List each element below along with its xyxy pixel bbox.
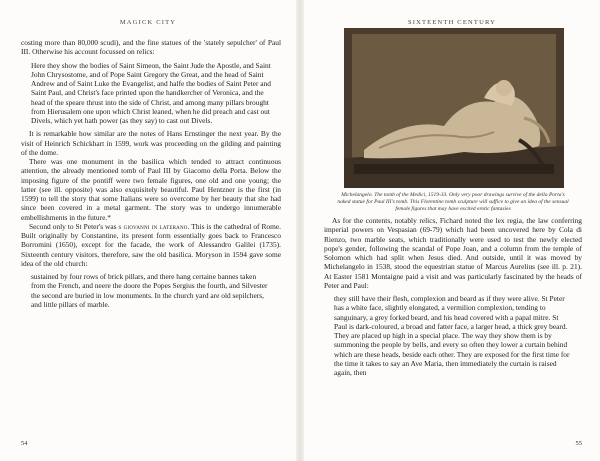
right-page (304, 0, 600, 461)
block-quote: sustained by four rows of brick pillars, and there hang certaine bannes taken from the French, and neere the doore the Popes Sergius the fourth, and Silvester the second are buried in low monuments. In the church yard are old sepilchers, and little pillars of marble. (31, 272, 268, 309)
figure-caption: Michelangelo. The tomb of the Medici, 1519-33. Only very poor drawings survive of the della Porta's naked statue for Paul III's tomb. This Florentine tomb sculpture will suffice to give an idea of the sensual female figures that may have excited erotic fantasies (337, 192, 569, 212)
paragraph (21, 222, 281, 268)
paragraph: There was one monument in the basilica which tended to attract continuous attention, the already mentioned tomb of Paul III by Giacomo della Porta. Below the imposing figure of the pontiff were two female figures, one old and one young; the latter (see ill. opposite) was also exquisitely beautiful. Paul Hentzner is the first (in 1599) to tell the story that some Italians were so overcome by her beauty that she had since been covered in a metal garment. The story was to undergo innumerable embellishments in the future.* (21, 157, 281, 222)
left-page (0, 0, 296, 461)
running-head-left: MAGICK CITY (119, 19, 177, 26)
block-quote: they still have their flesh, complexion and beard as if they were alive. St Peter has a white face, slightly elongated, a vermilion complexion, tending to sanguinary, a grey forked beard, and his head covered with a papal mitre. St Paul is dark-coloured, a broad and fatter face, a larger head, a thick grey beard. They are placed up high in a special place. The way they show them is by summoning the people by bells, and every so often they lower a curtain behind which are these heads, beside each other. They are exposed for the first time for the time it takes to say an Ave Maria, then immediately the curtain is raised again, then (334, 294, 570, 377)
paragraph: It is remarkable how similar are the notes of Hans Ernstinger the next year. By the visit of Heinrich Schickhart in 1599, work was proceeding on the gilding and painting of the dome. (21, 129, 281, 157)
page-number-right: 55 (575, 440, 582, 447)
church-name: s giovanni in laterano (118, 221, 188, 231)
page-number-left: 54 (21, 440, 28, 447)
running-head-right: SIXTEENTH CENTURY (407, 19, 497, 26)
right-page-body (324, 216, 582, 381)
block-quote: Here they show the bodies of Saint Simeon, the Saint Jude the Apostle, and Saint John Chrysostome, and of Pope Saint Gregory the Great, and the head of Saint Andrew and of Saint Luke the Evangelist, and halfe the bodies of Saint Peter and Saint Paul, and Christ's face printed upon the handkercher of Veronica, and the head of the speare thrust into the side of Christ, and among many pillars brought from Hierusalem one upon which Christ leaned, when he did preach and cast out Divels, which yet hath power (as they say) to cast out Divels. (31, 60, 271, 125)
sculpture-illustration (344, 28, 564, 188)
paragraph-text: . This is the cathedral of Rome. Built originally by Constantine, its present form essentially goes back to Francesco Borromini (1650), except for the facade, the work of Alessandro Galilei (1735). Sixteenth century visitors, therefore, saw the old basilica. Moryson in 1594 gave some idea of the old church: (21, 221, 281, 268)
left-page-body (21, 38, 281, 313)
book-gutter (296, 0, 304, 461)
paragraph: As for the contents, notably relics, Fichard noted the lex regia, the law conferring imperial powers on Vespasian (69-79) which had been uncovered here by Cola di Rienzo, two marble seats, which traditionally were used to test the newly elected pope's gender, following the scandal of Pope Joan, and a column from the temple of Solomon which had split when Jesus died. And outside, until it was moved by Michelangelo in 1538, stood the equestrian statue of Marcus Aurelius (see ill. p. 21). At Easter 1581 Montaigne paid a visit and was particularly fascinated by the heads of Peter and Paul: (324, 216, 582, 290)
paragraph-text: Second only to St Peter's was (29, 221, 119, 231)
paragraph: costing more than 80,000 scudi), and the fine statues of the 'stately sepulcher' of Paul III. Otherwise his account focussed on relics: (21, 38, 281, 57)
sculpture-photo (344, 28, 564, 188)
